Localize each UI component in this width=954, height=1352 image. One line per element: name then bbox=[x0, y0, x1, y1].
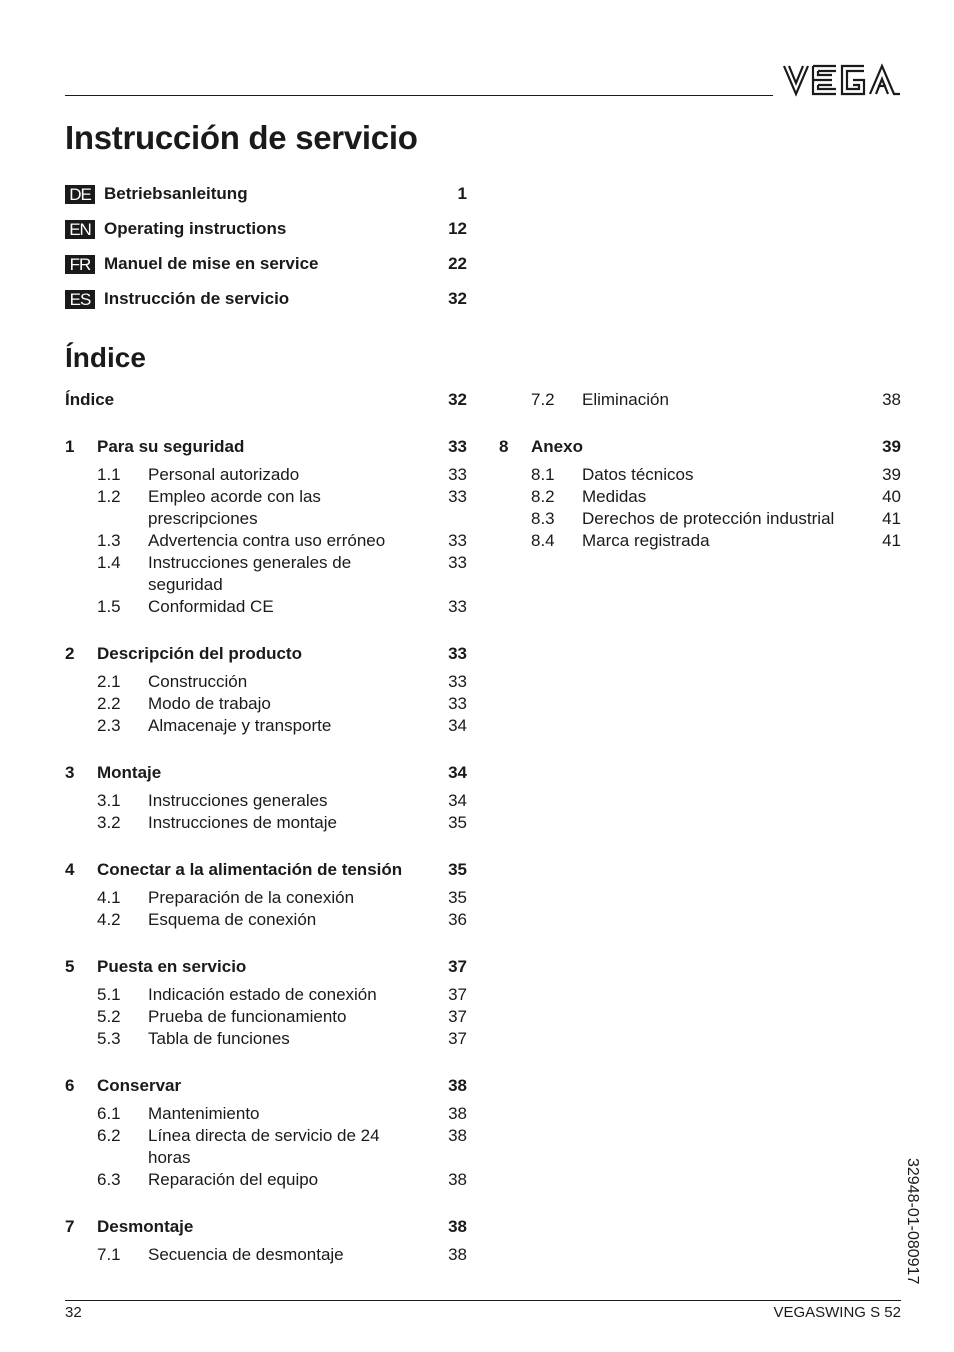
toc-entry-page: 39 bbox=[882, 465, 901, 484]
toc-entry-page: 34 bbox=[448, 791, 467, 810]
toc-entry-title: Advertencia contra uso erróneo bbox=[148, 531, 386, 550]
toc-entry-page: 38 bbox=[448, 1245, 467, 1264]
toc-section-entry[interactable] bbox=[65, 389, 467, 411]
toc-entry-page: 32 bbox=[448, 390, 467, 409]
toc-heading: Índice bbox=[65, 342, 146, 373]
toc-subsection-entry[interactable] bbox=[65, 1028, 467, 1050]
toc-entry-title: Instrucciones de montaje bbox=[148, 813, 337, 832]
toc-entry-title: Almacenaje y transporte bbox=[148, 716, 332, 735]
toc-entry-number: 5.3 bbox=[97, 1029, 121, 1048]
toc-entry-page: 41 bbox=[882, 509, 901, 528]
toc-entry-page: 38 bbox=[882, 390, 901, 409]
toc-entry-title: Mantenimiento bbox=[148, 1104, 260, 1123]
language-page-number: 22 bbox=[448, 254, 467, 273]
toc-subsection-entry[interactable] bbox=[65, 693, 467, 715]
toc-entry-title: Modo de trabajo bbox=[148, 694, 271, 713]
toc-entry-number: 1.2 bbox=[97, 487, 121, 506]
toc-entry-page: 41 bbox=[882, 531, 901, 550]
toc-entry-title: Conformidad CE bbox=[148, 597, 274, 616]
toc-entry-page: 35 bbox=[448, 813, 467, 832]
footer-product-name: VEGASWING S 52 bbox=[773, 1304, 901, 1321]
toc-subsection-entry[interactable] bbox=[65, 790, 467, 812]
toc-entry-page: 33 bbox=[448, 644, 467, 663]
toc-entry-number: 7.1 bbox=[97, 1245, 121, 1264]
toc-section-entry[interactable] bbox=[65, 956, 467, 978]
bottom-rule bbox=[65, 1300, 901, 1301]
toc-entry-title: Personal autorizado bbox=[148, 465, 300, 484]
toc-entry-title: Conservar bbox=[97, 1076, 182, 1095]
toc-entry-number: 6.1 bbox=[97, 1104, 121, 1123]
toc-entry-page: 33 bbox=[448, 465, 467, 484]
toc-entry-number: 2.3 bbox=[97, 716, 121, 735]
toc-entry-title: Secuencia de desmontaje bbox=[148, 1245, 344, 1264]
toc-entry-title: Instrucciones generales de seguridad bbox=[148, 553, 352, 594]
toc-entry-number: 8.4 bbox=[531, 531, 555, 550]
toc-subsection-entry[interactable] bbox=[65, 909, 467, 931]
toc-subsection-entry[interactable] bbox=[65, 812, 467, 834]
toc-subsection-entry[interactable] bbox=[65, 596, 467, 618]
toc-entry-number: 7 bbox=[65, 1217, 75, 1236]
toc-entry-number: 6.3 bbox=[97, 1170, 121, 1189]
language-page-number: 32 bbox=[448, 289, 467, 308]
toc-subsection-entry[interactable] bbox=[499, 389, 901, 411]
toc-entry-title: Reparación del equipo bbox=[148, 1170, 319, 1189]
toc-subsection-entry[interactable] bbox=[65, 984, 467, 1006]
toc-entry-title: Puesta en servicio bbox=[97, 957, 247, 976]
toc-entry-number: 6 bbox=[65, 1076, 75, 1095]
toc-entry-number: 5.1 bbox=[97, 985, 121, 1004]
toc-entry-number: 2.1 bbox=[97, 672, 121, 691]
toc-entry-number: 1 bbox=[65, 437, 75, 456]
toc-entry-page: 35 bbox=[448, 860, 467, 879]
toc-entry-page: 33 bbox=[448, 531, 467, 550]
toc-entry-title: Índice bbox=[65, 390, 115, 409]
toc-entry-page: 37 bbox=[448, 1029, 467, 1048]
toc-entry-page: 36 bbox=[448, 910, 467, 929]
toc-section-entry[interactable] bbox=[65, 1075, 467, 1097]
toc-subsection-entry[interactable] bbox=[65, 1103, 467, 1125]
toc-entry-page: 33 bbox=[448, 487, 467, 506]
language-code-badge: DE bbox=[65, 185, 95, 204]
toc-section-entry[interactable] bbox=[65, 762, 467, 784]
toc-entry-title: Anexo bbox=[531, 437, 583, 456]
toc-entry-title: Descripción del producto bbox=[97, 644, 302, 663]
toc-entry-page: 37 bbox=[448, 957, 467, 976]
toc-entry-number: 2 bbox=[65, 644, 75, 663]
top-rule bbox=[65, 95, 773, 96]
toc-entry-title: Eliminación bbox=[582, 390, 669, 409]
toc-subsection-entry[interactable] bbox=[65, 1006, 467, 1028]
language-link[interactable] bbox=[65, 252, 467, 287]
toc-entry-page: 39 bbox=[882, 437, 901, 456]
toc-entry-title: Datos técnicos bbox=[582, 465, 694, 484]
language-list bbox=[65, 182, 467, 322]
language-label: Manuel de mise en service bbox=[104, 254, 319, 273]
toc-entry-number: 3 bbox=[65, 763, 75, 782]
toc-entry-title: Medidas bbox=[582, 487, 647, 506]
toc-entry-number: 1.5 bbox=[97, 597, 121, 616]
toc-subsection-entry[interactable] bbox=[65, 1244, 467, 1266]
toc-section-entry[interactable] bbox=[65, 859, 467, 881]
toc-subsection-entry[interactable] bbox=[65, 464, 467, 486]
document-title: Instrucción de servicio bbox=[65, 119, 418, 156]
toc-entry-number: 5 bbox=[65, 957, 75, 976]
toc-right-column bbox=[499, 389, 901, 552]
toc-section-entry[interactable] bbox=[65, 1216, 467, 1238]
toc-entry-page: 37 bbox=[448, 985, 467, 1004]
language-link[interactable] bbox=[65, 217, 467, 252]
language-link[interactable] bbox=[65, 287, 467, 322]
vega-logo bbox=[782, 62, 902, 98]
toc-subsection-entry[interactable] bbox=[499, 464, 901, 486]
toc-subsection-entry[interactable] bbox=[65, 715, 467, 737]
toc-entry-number: 8.2 bbox=[531, 487, 555, 506]
toc-entry-number: 6.2 bbox=[97, 1126, 121, 1145]
toc-entry-page: 37 bbox=[448, 1007, 467, 1026]
toc-entry-page: 38 bbox=[448, 1217, 467, 1236]
toc-entry-title: Derechos de protección industrial bbox=[582, 509, 835, 528]
toc-entry-number: 8.1 bbox=[531, 465, 555, 484]
toc-section-entry[interactable] bbox=[499, 436, 901, 458]
toc-entry-title: Desmontaje bbox=[97, 1217, 194, 1236]
toc-entry-title: Para su seguridad bbox=[97, 437, 245, 456]
toc-entry-page: 38 bbox=[448, 1126, 467, 1145]
toc-entry-page: 35 bbox=[448, 888, 467, 907]
toc-subsection-entry[interactable] bbox=[499, 508, 901, 530]
toc-entry-page: 40 bbox=[882, 487, 901, 506]
toc-entry-number: 7.2 bbox=[531, 390, 555, 409]
toc-entry-page: 38 bbox=[448, 1104, 467, 1123]
language-label: Betriebsanleitung bbox=[104, 184, 248, 203]
toc-entry-number: 5.2 bbox=[97, 1007, 121, 1026]
toc-entry-number: 1.1 bbox=[97, 465, 121, 484]
toc-entry-page: 38 bbox=[448, 1076, 467, 1095]
toc-entry-title: Construcción bbox=[148, 672, 248, 691]
toc-entry-title: Marca registrada bbox=[582, 531, 710, 550]
language-code-badge: ES bbox=[65, 290, 95, 309]
toc-entry-title: Línea directa de servicio de 24 horas bbox=[148, 1126, 380, 1167]
toc-entry-title: Tabla de funciones bbox=[148, 1029, 290, 1048]
toc-entry-title: Conectar a la alimentación de tensión bbox=[97, 860, 403, 879]
toc-entry-title: Indicación estado de conexión bbox=[148, 985, 377, 1004]
toc-entry-title: Preparación de la conexión bbox=[148, 888, 355, 907]
toc-entry-page: 33 bbox=[448, 694, 467, 713]
toc-section-entry[interactable] bbox=[65, 436, 467, 458]
toc-entry-page: 34 bbox=[448, 763, 467, 782]
language-page-number: 1 bbox=[457, 184, 467, 203]
toc-subsection-entry[interactable] bbox=[65, 887, 467, 909]
toc-left-column bbox=[65, 389, 467, 1266]
toc-entry-title: Esquema de conexión bbox=[148, 910, 317, 929]
toc-section-entry[interactable] bbox=[65, 643, 467, 665]
toc-subsection-entry[interactable] bbox=[499, 530, 901, 552]
toc-entry-number: 1.4 bbox=[97, 553, 121, 572]
toc-entry-page: 33 bbox=[448, 437, 467, 456]
toc-entry-title: Instrucciones generales bbox=[148, 791, 328, 810]
toc-entry-page: 33 bbox=[448, 597, 467, 616]
language-code-badge: EN bbox=[65, 220, 95, 239]
toc-entry-number: 3.1 bbox=[97, 791, 121, 810]
toc-subsection-entry[interactable] bbox=[65, 1125, 467, 1169]
language-link[interactable] bbox=[65, 182, 467, 217]
toc-entry-number: 4.2 bbox=[97, 910, 121, 929]
toc-subsection-entry[interactable] bbox=[65, 671, 467, 693]
toc-entry-page: 38 bbox=[448, 1170, 467, 1189]
toc-entry-number: 8 bbox=[499, 437, 509, 456]
toc-subsection-entry[interactable] bbox=[65, 1169, 467, 1191]
toc-entry-title: Empleo acorde con las prescripciones bbox=[148, 487, 321, 528]
toc-entry-number: 8.3 bbox=[531, 509, 555, 528]
toc-entry-page: 34 bbox=[448, 716, 467, 735]
language-page-number: 12 bbox=[448, 219, 467, 238]
toc-entry-number: 3.2 bbox=[97, 813, 121, 832]
toc-entry-number: 1.3 bbox=[97, 531, 121, 550]
toc-subsection-entry[interactable] bbox=[65, 552, 467, 596]
document-code: 32948-01-080917 bbox=[904, 1158, 921, 1285]
toc-entry-title: Montaje bbox=[97, 763, 162, 782]
toc-entry-page: 33 bbox=[448, 553, 467, 572]
language-label: Operating instructions bbox=[104, 219, 287, 238]
language-label: Instrucción de servicio bbox=[104, 289, 290, 308]
toc-subsection-entry[interactable] bbox=[499, 486, 901, 508]
language-code-badge: FR bbox=[65, 255, 95, 274]
toc-entry-number: 4.1 bbox=[97, 888, 121, 907]
toc-entry-number: 2.2 bbox=[97, 694, 121, 713]
toc-entry-title: Prueba de funcionamiento bbox=[148, 1007, 347, 1026]
toc-entry-page: 33 bbox=[448, 672, 467, 691]
footer-page-number: 32 bbox=[65, 1304, 82, 1321]
toc-subsection-entry[interactable] bbox=[65, 530, 467, 552]
toc-subsection-entry[interactable] bbox=[65, 486, 467, 530]
toc-entry-number: 4 bbox=[65, 860, 75, 879]
